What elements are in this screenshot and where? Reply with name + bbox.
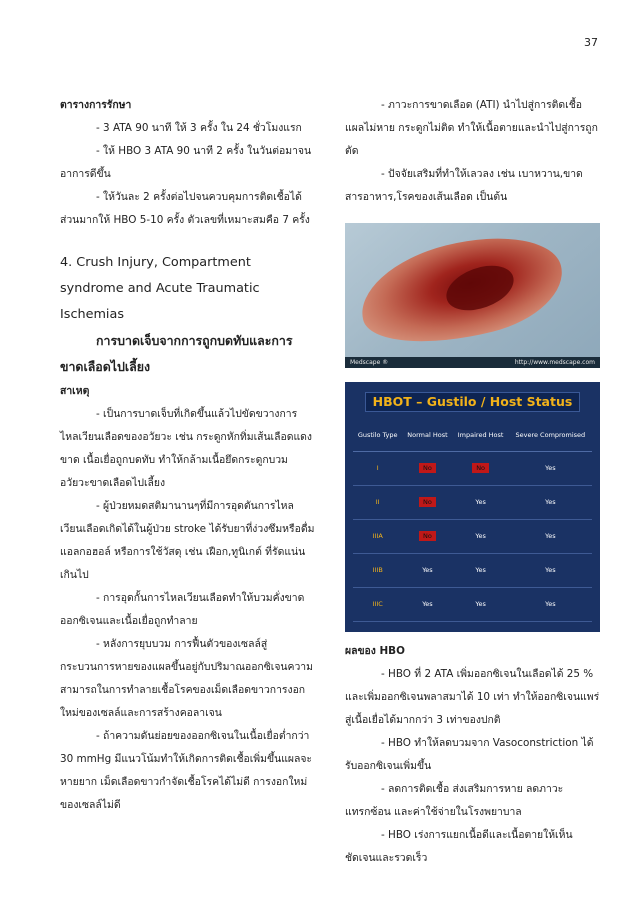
table-header: Severe Compromised [509,420,592,452]
table-cell: Yes [453,588,509,622]
ischemia-line: - ปัจจัยเสริมที่ทำให้เลวลง เช่น เบาหวาน,ขาดสารอาหาร,โรคของเส้นเลือด เป็นต้น [345,168,583,203]
hbot-table-title: HBOT – Gustilo / Host Status [365,392,580,412]
crush-injury-photo [345,223,600,368]
table-cell: Yes [509,554,592,588]
table-cell [402,486,452,520]
treatment-line: - 3 ATA 90 นาที ให้ 3 ครั้ง ใน 24 ชั่วโมงแรก [96,122,302,134]
effects-line: - ลดการติดเชื้อ ส่งเสริมการหาย ลดภาวะแทรกซ้อน และค่าใช้จ่ายในโรงพยาบาล [345,783,564,818]
table-header: Normal Host [402,420,452,452]
treatment-line: - ให้วันละ 2 ครั้งต่อไปจนควบคุมการติดเชื้อได้ ส่วนมากให้ HBO 5-10 ครั้ง ตัวเลขที่เหมาะสมคือ 7 ครั้ง [60,191,310,226]
cause-line: - การอุดกั้นการไหลเวียนเลือดทำให้บวมคั่งขาดออกซิเจนและเนื้อเยื่อถูกทำลาย [60,592,305,627]
effects-line: - HBO ที่ 2 ATA เพิ่มออกซิเจนในเลือดได้ 25 % และเพิ่มออกซิเจนพลาสมาได้ 10 เท่า ทำให้ออกซิเจนแพร่สู่เนื้อเยื่อได้มากกว่า 3 เท่าของปกติ [345,668,600,726]
table-cell: Yes [402,588,452,622]
no-badge: No [419,497,436,507]
table-cell: IIIA [353,520,402,554]
hbot-table [353,420,592,622]
table-cell [402,452,452,486]
table-cell: IIIB [353,554,402,588]
cause-line: - ผู้ป่วยหมดสติมานานๆที่มีการอุดตันการไหลเวียนเลือดเกิดได้ในผู้ป่วย stroke ได้รับยาที่ง่วงซึมหรือดื่มแอลกอฮอล์ หรือการใช้วัสดุ เช่น เฝือก,ทูนิเกต์ ที่รัดแน่นเกินไป [60,500,315,581]
photo-credit-bar [345,357,600,368]
cause-line: - เป็นการบาดเจ็บที่เกิดขึ้นแล้วไปขัดขวางการไหลเวียนเลือดของอวัยวะ เช่น กระดูกหักทิ่มเส้นเลือดแดงขาด เนื้อเยื่อถูกบดทับ ทำให้กล้ามเนื้อยึดกระดูกบวม อวัยวะขาดเลือดไปเลี้ยง [60,408,312,489]
photo-credit-left: Medscape ® [350,359,389,366]
effects-line: - HBO ทำให้ลดบวมจาก Vasoconstriction ได้รับออกซิเจนเพิ่มขึ้น [345,737,594,772]
no-badge: No [419,463,436,473]
cause-heading: สาเหตุ [60,385,90,397]
table-row [353,452,592,486]
table-cell: Yes [453,486,509,520]
no-badge: No [472,463,489,473]
table-header: Impaired Host [453,420,509,452]
table-row [353,486,592,520]
treatment-line: - ให้ HBO 3 ATA 90 นาที 2 ครั้ง ในวันต่อมาจนอาการดีขึ้น [60,145,312,180]
right-column [345,94,600,870]
page-number: 37 [584,36,598,49]
section-subtitle: การบาดเจ็บจากการถูกบดทับและการขาดเลือดไปเลี้ยง [60,333,293,374]
table-cell: I [353,452,402,486]
table-row [353,588,592,622]
table-cell: Yes [509,520,592,554]
effects-heading: ผลของ HBO [345,645,405,657]
cause-line: - ถ้าความดันย่อยของออกซิเจนในเนื้อเยื่อต่ำกว่า 30 mmHg มีแนวโน้มทำให้เกิดการติดเชื้อเพิ่มขึ้นแผลจะหายยาก เม็ดเลือดขาวกำจัดเชื้อโรคได้ไม่ดี การงอกใหม่ของเซลล์ไม่ดี [60,730,313,811]
table-header: Gustilo Type [353,420,402,452]
table-cell: IIIC [353,588,402,622]
cause-line: - หลังการยุบบวม การฟื้นตัวของเซลล์สู่กระบวนการหายของแผลขึ้นอยู่กับปริมาณออกซิเจนความสามารถในการทำลายเชื้อโรคของเม็ดเลือดขาวการงอกใหม่ของเซลล์และการสร้างคอลาเจน [60,638,313,719]
table-row [353,520,592,554]
table-row [353,554,592,588]
treatment-heading: ตารางการรักษา [60,99,132,111]
section-title: 4. Crush Injury, Compartment syndrome and Acute Traumatic Ischemias [60,255,260,322]
table-cell: II [353,486,402,520]
table-cell: Yes [402,554,452,588]
hbot-table-panel [345,382,600,632]
table-cell [402,520,452,554]
table-cell [453,452,509,486]
effects-line: - HBO เร่งการแยกเนื้อดีและเนื้อตายให้เห็นชัดเจนและรวดเร็ว [345,829,573,864]
table-cell: Yes [509,588,592,622]
table-cell: Yes [453,520,509,554]
ischemia-line: - ภาวะการขาดเลือด (ATI) นำไปสู่การติดเชื้อแผลไม่หาย กระดูกไม่ติด ทำให้เนื้อตายและนำไปสู่การถูกตัด [345,99,598,157]
table-header-row [353,420,592,452]
table-cell: Yes [453,554,509,588]
table-cell: Yes [509,452,592,486]
left-column [60,94,315,817]
photo-credit-right: http://www.medscape.com [514,359,595,366]
no-badge: No [419,531,436,541]
table-cell: Yes [509,486,592,520]
